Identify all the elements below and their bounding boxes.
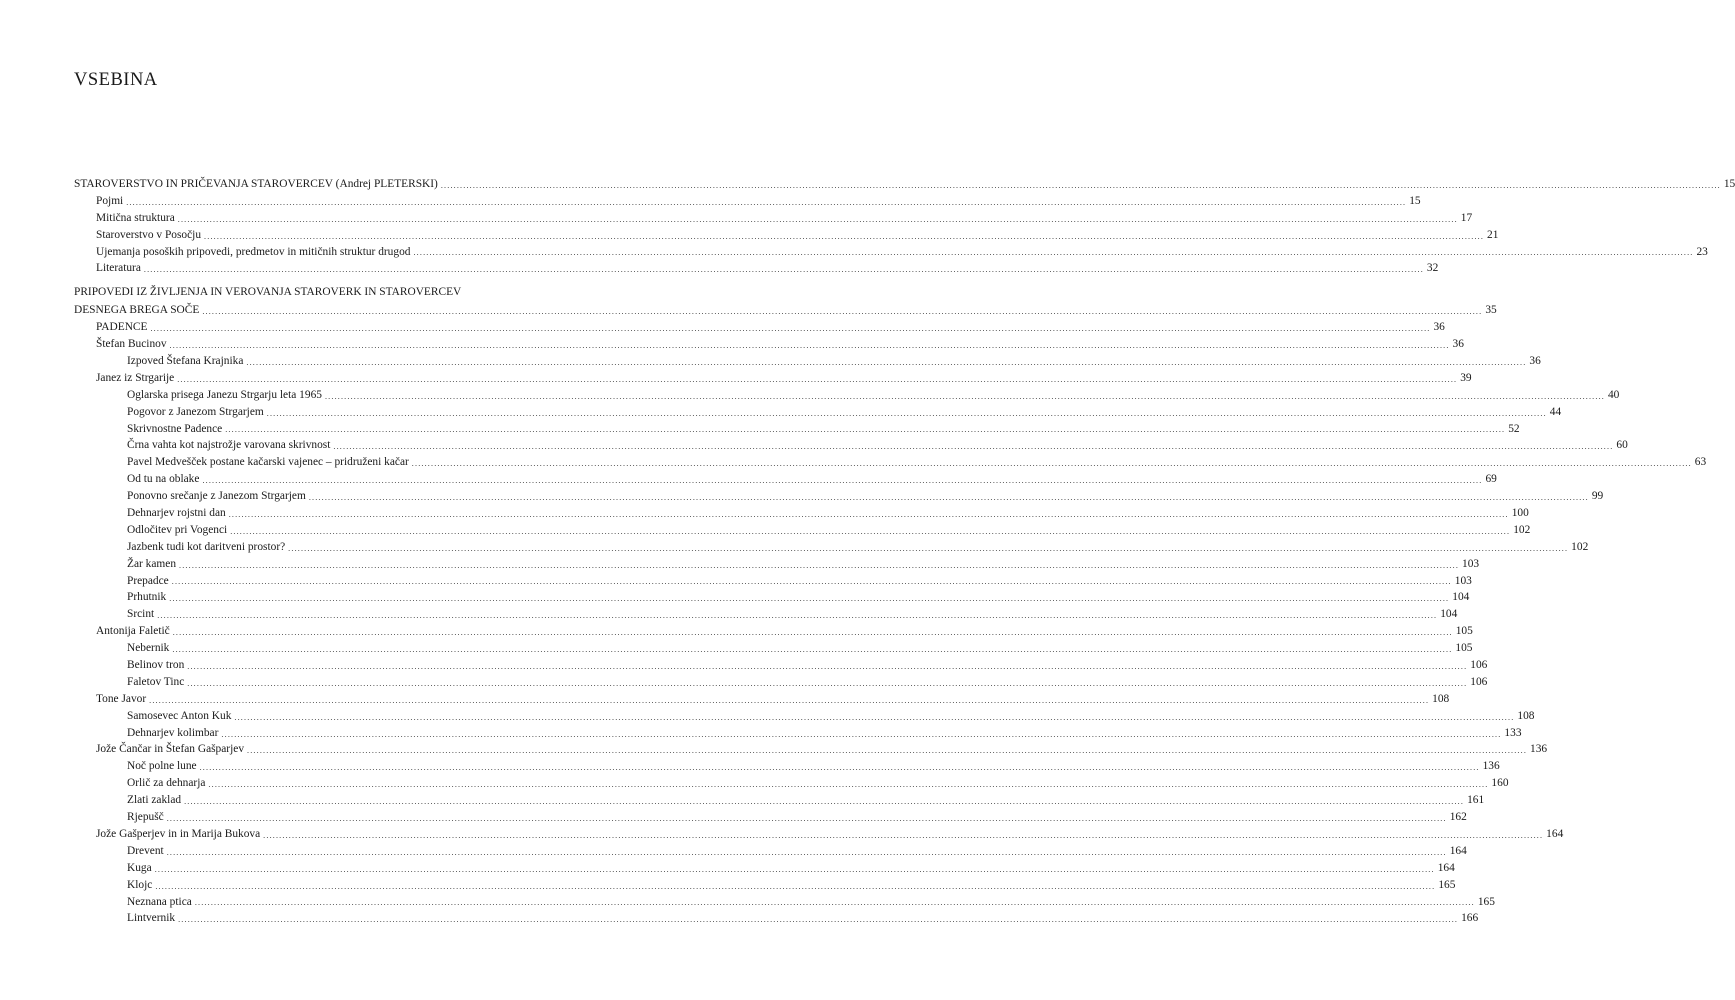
toc-page-number: 60	[1616, 439, 1628, 452]
toc-entry	[74, 623, 1473, 640]
toc-entry-label: Ujemanja posoških pripovedi, predmetov in mitičnih struktur drugod	[96, 245, 411, 258]
toc-leader: ................................................................................................................................................................................................................................................................................................................................................................................................................	[150, 324, 1431, 334]
toc-entry-label: Dehnarjev kolimbar	[127, 726, 219, 739]
toc-leader: ................................................................................................................................................................................................................................................................................................................................................................................................................	[166, 813, 1447, 823]
toc-entry-label: Pojmi	[96, 194, 124, 207]
toc-entry	[74, 319, 1445, 336]
table-of-contents	[74, 176, 1735, 927]
toc-entry-label: Od tu na oblake	[127, 473, 200, 486]
toc-leader: ................................................................................................................................................................................................................................................................................................................................................................................................................	[184, 797, 1465, 807]
toc-leader: ................................................................................................................................................................................................................................................................................................................................................................................................................	[149, 695, 1430, 705]
toc-entry	[74, 606, 1458, 623]
toc-page-number: 164	[1449, 844, 1467, 857]
toc-entry-label: Klojc	[127, 878, 153, 891]
toc-leader: ................................................................................................................................................................................................................................................................................................................................................................................................................	[157, 611, 1438, 621]
toc-entry-label: Kuga	[127, 861, 152, 874]
toc-leader: ................................................................................................................................................................................................................................................................................................................................................................................................................	[172, 628, 1453, 638]
toc-entry	[74, 674, 1488, 691]
toc-page-number: 40	[1607, 388, 1620, 401]
toc-entry	[74, 894, 1495, 911]
toc-entry-label: PADENCE	[96, 321, 148, 334]
toc-entry	[74, 589, 1470, 606]
toc-entry-label: Skrivnostne Padence	[127, 422, 223, 435]
toc-page-number: 106	[1470, 675, 1488, 688]
toc-page-number: 63	[1694, 456, 1707, 469]
toc-entry	[74, 843, 1467, 860]
toc-leader: ................................................................................................................................................................................................................................................................................................................................................................................................................	[204, 231, 1485, 241]
toc-entry	[74, 227, 1499, 244]
toc-entry	[74, 471, 1497, 488]
toc-section-1-items	[74, 193, 1708, 277]
toc-entry	[74, 826, 1564, 843]
toc-page-number: 166	[1461, 912, 1479, 925]
toc-entry-label: Faletov Tinc	[127, 675, 185, 688]
toc-page-number: 136	[1530, 743, 1548, 756]
toc-entry	[74, 244, 1708, 261]
toc-leader: ................................................................................................................................................................................................................................................................................................................................................................................................................	[246, 357, 1527, 367]
toc-entry-label: Noč polne lune	[127, 760, 197, 773]
toc-page-number: 104	[1452, 591, 1470, 604]
toc-entry	[74, 556, 1480, 573]
toc-entry	[74, 488, 1604, 505]
toc-leader: ................................................................................................................................................................................................................................................................................................................................................................................................................	[225, 425, 1506, 435]
toc-page-number: 52	[1508, 422, 1520, 435]
toc-page-number: 108	[1432, 692, 1450, 705]
toc-leader: ................................................................................................................................................................................................................................................................................................................................................................................................................	[230, 526, 1511, 536]
toc-leader: ................................................................................................................................................................................................................................................................................................................................................................................................................	[179, 560, 1460, 570]
toc-page-number: 103	[1462, 557, 1480, 570]
toc-entry	[74, 708, 1535, 725]
toc-entry	[74, 353, 1541, 370]
toc-page-number: 44	[1549, 405, 1562, 418]
toc-leader: ................................................................................................................................................................................................................................................................................................................................................................................................................	[177, 214, 1458, 224]
toc-leader: ................................................................................................................................................................................................................................................................................................................................................................................................................	[228, 509, 1509, 519]
toc-leader: ................................................................................................................................................................................................................................................................................................................................................................................................................	[169, 341, 1450, 351]
toc-entry	[74, 691, 1450, 708]
toc-page-number: 164	[1546, 827, 1564, 840]
toc-leader: ................................................................................................................................................................................................................................................................................................................................................................................................................	[199, 763, 1480, 773]
toc-entry	[74, 910, 1479, 927]
toc-page-number: 136	[1482, 760, 1500, 773]
toc-leader: ................................................................................................................................................................................................................................................................................................................................................................................................................	[333, 442, 1614, 452]
toc-leader: ................................................................................................................................................................................................................................................................................................................................................................................................................	[171, 577, 1452, 587]
toc-entry-label: Nebernik	[127, 642, 170, 655]
toc-leader: ................................................................................................................................................................................................................................................................................................................................................................................................................	[413, 248, 1694, 258]
toc-entry	[74, 210, 1473, 227]
toc-entry-label: Janez iz Strgarije	[96, 371, 175, 384]
toc-entry	[74, 505, 1529, 522]
toc-leader: ................................................................................................................................................................................................................................................................................................................................................................................................................	[177, 374, 1458, 384]
toc-leader: ................................................................................................................................................................................................................................................................................................................................................................................................................	[187, 661, 1468, 671]
toc-entry-label: Mitična struktura	[96, 211, 175, 224]
toc-page-number: 36	[1529, 355, 1541, 367]
toc-page-number: 15	[1723, 177, 1735, 190]
toc-page-number: 165	[1477, 895, 1495, 908]
toc-page-number: 36	[1433, 321, 1445, 334]
toc-section-title: STAROVERSTVO IN PRIČEVANJA STAROVERCEV (Andrej PLETERSKI)	[74, 177, 438, 190]
toc-entry-label: Lintvernik	[127, 912, 176, 925]
toc-entry	[74, 775, 1509, 792]
toc-entry	[74, 336, 1464, 353]
toc-page-number: 17	[1460, 211, 1473, 224]
toc-leader: ................................................................................................................................................................................................................................................................................................................................................................................................................	[411, 459, 1692, 469]
toc-entry	[74, 193, 1421, 210]
toc-entry	[74, 454, 1707, 471]
toc-page-number: 15	[1409, 194, 1421, 207]
toc-page-number: 103	[1454, 574, 1472, 587]
toc-entry-label: Ponovno srečanje z Janezom Strgarjem	[127, 490, 306, 503]
toc-entry	[74, 809, 1467, 826]
toc-entry-label: Staroverstvo v Posočju	[96, 228, 202, 241]
toc-leader: ................................................................................................................................................................................................................................................................................................................................................................................................................	[234, 712, 1515, 722]
toc-entry-label: Tone Javor	[96, 692, 147, 705]
toc-section-1	[74, 176, 1735, 193]
toc-leader: ................................................................................................................................................................................................................................................................................................................................................................................................................	[143, 265, 1424, 275]
toc-entry-label: Zlati zaklad	[127, 794, 182, 807]
toc-leader: ................................................................................................................................................................................................................................................................................................................................................................................................................	[440, 180, 1721, 190]
toc-entry	[74, 387, 1620, 404]
toc-page-number: 105	[1455, 625, 1473, 638]
toc-page-number: 21	[1487, 228, 1499, 241]
toc-leader: ................................................................................................................................................................................................................................................................................................................................................................................................................	[172, 645, 1453, 655]
toc-entry-label: Literatura	[96, 262, 141, 275]
toc-page-number: 23	[1696, 245, 1708, 258]
toc-leader: ................................................................................................................................................................................................................................................................................................................................................................................................................	[178, 915, 1459, 925]
toc-page-number: 106	[1470, 659, 1488, 672]
toc-section-title: DESNEGA BREGA SOČE	[74, 304, 200, 317]
toc-leader: ................................................................................................................................................................................................................................................................................................................................................................................................................	[288, 543, 1569, 553]
toc-entry-label: Izpoved Štefana Krajnika	[127, 355, 244, 367]
toc-entry-label: Orlič za dehnarja	[127, 777, 206, 790]
toc-page-number: 105	[1455, 642, 1473, 655]
toc-entry-label: Neznana ptica	[127, 895, 192, 908]
toc-entry	[74, 640, 1473, 657]
toc-leader: ................................................................................................................................................................................................................................................................................................................................................................................................................	[208, 780, 1489, 790]
toc-page-number: 35	[1485, 304, 1497, 317]
toc-entry	[74, 260, 1439, 277]
toc-entry	[74, 792, 1485, 809]
toc-page-number: 36	[1452, 338, 1464, 351]
toc-entry-label: Pogovor z Janezom Strgarjem	[127, 405, 264, 418]
page-title: VSEBINA	[74, 70, 158, 90]
toc-entry-label: Dehnarjev rojstni dan	[127, 507, 226, 520]
toc-leader: ................................................................................................................................................................................................................................................................................................................................................................................................................	[308, 493, 1589, 503]
toc-entry-label: Prepadce	[127, 574, 169, 587]
toc-leader: ................................................................................................................................................................................................................................................................................................................................................................................................................	[166, 847, 1447, 857]
toc-leader: ................................................................................................................................................................................................................................................................................................................................................................................................................	[126, 197, 1407, 207]
toc-page-number: 39	[1460, 371, 1472, 384]
toc-leader: ................................................................................................................................................................................................................................................................................................................................................................................................................	[187, 678, 1468, 688]
toc-entry-label: Drevent	[127, 844, 164, 857]
toc-page-number: 160	[1491, 777, 1509, 790]
toc-leader: ................................................................................................................................................................................................................................................................................................................................................................................................................	[324, 391, 1605, 401]
toc-leader: ................................................................................................................................................................................................................................................................................................................................................................................................................	[169, 594, 1450, 604]
toc-section-2-title-line1: PRIPOVEDI IZ ŽIVLJENJA IN VEROVANJA STAROVERK IN STAROVERCEV	[74, 286, 462, 299]
toc-entry	[74, 725, 1522, 742]
toc-page-number: 99	[1591, 490, 1604, 503]
toc-entry-label: Antonija Faletič	[96, 625, 170, 638]
toc-page-number: 164	[1437, 861, 1455, 874]
toc-entry	[74, 539, 1589, 556]
toc-leader: ................................................................................................................................................................................................................................................................................................................................................................................................................	[266, 408, 1547, 418]
toc-page-number: 100	[1511, 507, 1529, 520]
toc-leader: ................................................................................................................................................................................................................................................................................................................................................................................................................	[194, 898, 1475, 908]
toc-entry	[74, 877, 1456, 894]
toc-entry	[74, 370, 1472, 387]
toc-page-number: 161	[1467, 794, 1485, 807]
toc-leader: ................................................................................................................................................................................................................................................................................................................................................................................................................	[155, 881, 1436, 891]
toc-entry	[74, 657, 1488, 674]
toc-section-2	[74, 302, 1497, 319]
toc-page-number: 162	[1449, 811, 1467, 824]
toc-entry-label: Žar kamen	[127, 557, 177, 570]
toc-page-number: 133	[1504, 726, 1522, 739]
toc-page-number: 104	[1440, 608, 1458, 621]
toc-entry-label: Samosevec Anton Kuk	[127, 709, 232, 722]
toc-entry-label: Pavel Medvešček postane kačarski vajenec – pridruženi kačar	[127, 456, 409, 469]
toc-page-number: 165	[1438, 878, 1456, 891]
toc-entry	[74, 573, 1472, 590]
toc-entry	[74, 758, 1500, 775]
toc-page-number: 102	[1513, 523, 1531, 536]
toc-entry	[74, 742, 1548, 759]
toc-entry-label: Rjepušč	[127, 811, 164, 824]
toc-entry	[74, 522, 1531, 539]
toc-entry-label: Srcint	[127, 608, 155, 621]
toc-leader: ................................................................................................................................................................................................................................................................................................................................................................................................................	[202, 476, 1483, 486]
toc-entry	[74, 404, 1562, 421]
toc-entry-label: Štefan Bucinov	[96, 338, 167, 351]
toc-entry-label: Odločitev pri Vogenci	[127, 523, 228, 536]
toc-page-number: 32	[1426, 262, 1439, 275]
toc-entry	[74, 421, 1520, 438]
toc-leader: ................................................................................................................................................................................................................................................................................................................................................................................................................	[247, 746, 1528, 756]
toc-leader: ................................................................................................................................................................................................................................................................................................................................................................................................................	[154, 864, 1435, 874]
toc-entry-label: Prhutnik	[127, 591, 167, 604]
toc-entry	[74, 860, 1455, 877]
toc-entry-label: Belinov tron	[127, 659, 185, 672]
toc-leader: ................................................................................................................................................................................................................................................................................................................................................................................................................	[221, 729, 1502, 739]
toc-section-2-items	[74, 319, 1707, 927]
toc-entry	[74, 437, 1628, 454]
toc-entry-label: Oglarska prisega Janezu Strgarju leta 1965	[127, 388, 322, 401]
toc-page-number: 108	[1517, 709, 1535, 722]
toc-entry-label: Jazbenk tudi kot daritveni prostor?	[127, 540, 286, 553]
toc-page-number: 102	[1571, 540, 1589, 553]
toc-page-number: 69	[1485, 473, 1497, 486]
toc-leader: ................................................................................................................................................................................................................................................................................................................................................................................................................	[263, 830, 1544, 840]
toc-leader: ................................................................................................................................................................................................................................................................................................................................................................................................................	[202, 307, 1483, 317]
toc-entry-label: Črna vahta kot najstrožje varovana skrivnost	[127, 439, 331, 452]
toc-entry-label: Jože Gašperjev in in Marija Bukova	[96, 827, 261, 840]
toc-entry-label: Jože Čančar in Štefan Gašparjev	[96, 743, 245, 756]
